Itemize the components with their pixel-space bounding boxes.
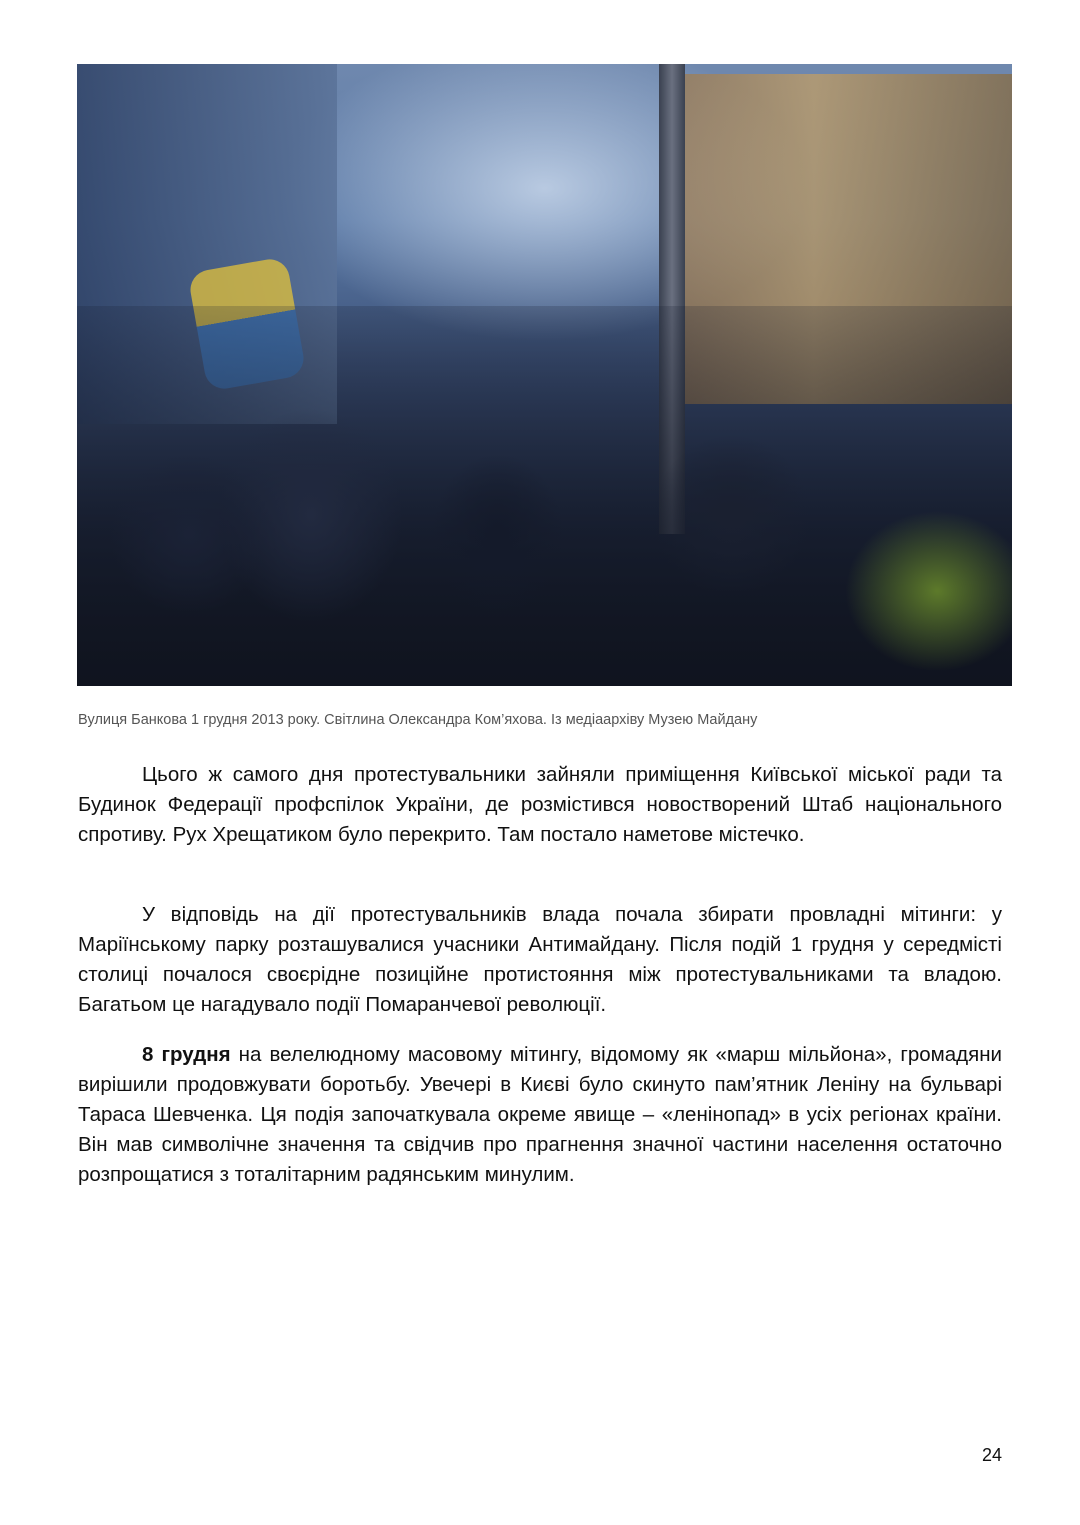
paragraph-1: Цього ж самого дня протестувальники зайняли приміщення Київської міської ради та Будинок Федерації профспілок України, де розмістився новостворений Штаб національного спротиву. Рух Хрещатиком було перекрито. Там постало наметове містечко.: [78, 763, 1002, 846]
photo-caption: Вулиця Банкова 1 грудня 2013 року. Світлина Олександра Ком’яхова. Із медіаархіву Музею Майдану: [78, 712, 758, 728]
paragraph-2: У відповідь на дії протестувальників влада почала збирати провладні мітинги: у Маріїнському парку розташувалися учасники Антимайдану. Після подій 1 грудня у середмісті столиці почалося своєрідне позиційне протистояння між протестувальниками та владою. Багатьом це нагадувало події Помаранчевої революції.: [78, 903, 1002, 1016]
paragraph-3: [78, 1040, 1002, 1190]
date-highlight: 8 грудня: [142, 1043, 231, 1066]
page-number: 24: [982, 1445, 1003, 1465]
paragraph-3-body: на велелюдному масовому мітингу, відомому як «марш мільйона», громадяни вирішили продовжувати боротьбу. Увечері в Києві було скинуто пам’ятник Леніну на бульварі Тараса Шевченка. Ця подія започаткувала окреме явище – «ленінопад» в усіх регіонах країни. Він мав символічне значення та свідчив про прагнення значної частини населення остаточно розпрощатися з тоталітарним радянським минулим.: [78, 1043, 1002, 1186]
protest-photo: [77, 64, 1012, 686]
photo-crowd: [77, 306, 1012, 686]
